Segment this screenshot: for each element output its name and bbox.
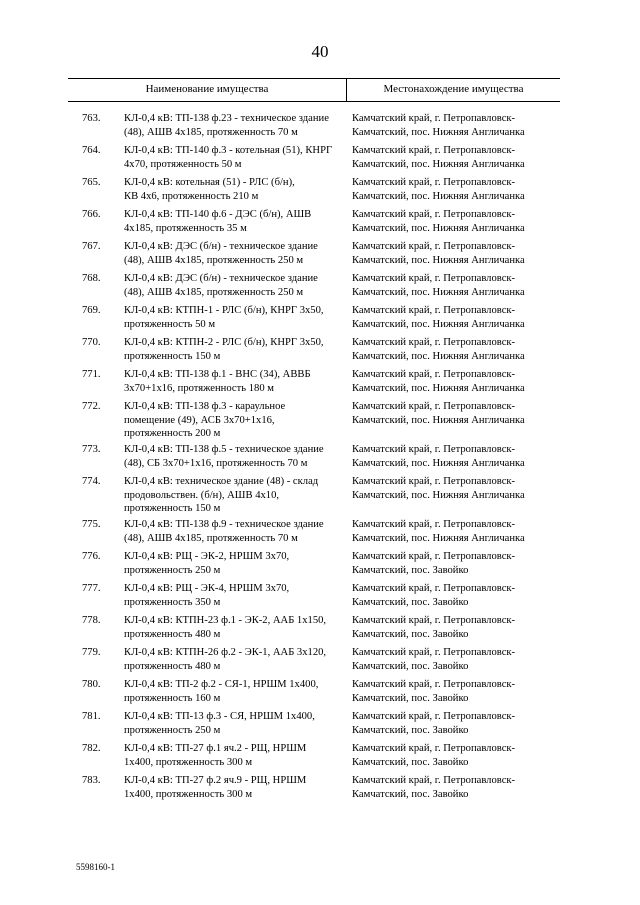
property-location-line: Камчатский край, г. Петропавловск- [352, 775, 516, 786]
property-name [124, 304, 344, 331]
property-location-line: Камчатский, пос. Завойко [352, 788, 469, 800]
property-name [124, 678, 344, 705]
property-location-line: Камчатский, пос. Завойко [352, 596, 469, 608]
property-name-line: протяженность 150 м [124, 503, 221, 514]
table-row [0, 144, 640, 176]
property-name [124, 443, 344, 470]
property-location-line: Камчатский край, г. Петропавловск- [352, 519, 516, 530]
row-number: 778. [82, 615, 101, 626]
property-location-line: Камчатский, пос. Завойко [352, 628, 469, 640]
property-name-line: протяженность 160 м [124, 692, 221, 704]
property-name-line: КЛ-0,4 кВ: ТП-140 ф.3 - котельная (51), КНРГ [124, 145, 333, 156]
row-number: 774. [82, 476, 101, 487]
property-location-line: Камчатский край, г. Петропавловск- [352, 177, 516, 188]
property-location-line: Камчатский край, г. Петропавловск- [352, 743, 516, 754]
table-row [0, 774, 640, 806]
row-number: 766. [82, 209, 101, 220]
property-name-line: КЛ-0,4 кВ: ТП-13 ф.3 - СЯ, НРШМ 1x400, [124, 711, 315, 722]
table-row [0, 678, 640, 710]
property-name-line: (48), АШВ 4x185, протяженность 250 м [124, 286, 304, 298]
property-name [124, 742, 344, 769]
header-location: Местонахождение имущества [383, 83, 524, 95]
property-name-line: КЛ-0,4 кВ: КТПН-23 ф.1 - ЭК-2, ААБ 1x150, [124, 615, 327, 626]
property-name-line: КЛ-0,4 кВ: ДЭС (б/н) - техническое здание [124, 241, 318, 252]
property-location-line: Камчатский, пос. Нижняя Англичанка [352, 414, 525, 426]
row-number: 768. [82, 273, 101, 284]
table-row [0, 614, 640, 646]
table-row [0, 475, 640, 518]
property-location [352, 742, 562, 769]
property-name [124, 646, 344, 673]
property-location-line: Камчатский, пос. Нижняя Англичанка [352, 489, 525, 501]
row-number: 764. [82, 145, 101, 156]
property-name [124, 582, 344, 609]
property-location [352, 678, 562, 705]
property-name-line: 1x400, протяженность 300 м [124, 788, 253, 800]
property-name-line: КЛ-0,4 кВ: ТП-138 ф.1 - ВНС (34), АВВБ [124, 369, 311, 380]
property-location-line: Камчатский край, г. Петропавловск- [352, 615, 516, 626]
table-row [0, 112, 640, 144]
row-number: 767. [82, 241, 101, 252]
property-name [124, 240, 344, 267]
property-name-line: 4x70, протяженность 50 м [124, 158, 242, 170]
property-location-line: Камчатский край, г. Петропавловск- [352, 305, 516, 316]
table-row [0, 400, 640, 443]
table-row [0, 304, 640, 336]
property-location [352, 582, 562, 609]
property-location-line: Камчатский, пос. Нижняя Англичанка [352, 126, 525, 138]
table-row [0, 518, 640, 550]
property-location-line: Камчатский, пос. Завойко [352, 564, 469, 576]
property-location-line: Камчатский край, г. Петропавловск- [352, 583, 516, 594]
property-name [124, 208, 344, 235]
property-location-line: Камчатский край, г. Петропавловск- [352, 337, 516, 348]
property-name [124, 272, 344, 299]
property-location [352, 368, 562, 395]
property-name [124, 400, 344, 441]
property-name-line: КЛ-0,4 кВ: ТП-140 ф.6 - ДЭС (б/н), АШВ [124, 209, 312, 220]
property-name [124, 112, 344, 139]
property-location-line: Камчатский край, г. Петропавловск- [352, 444, 516, 455]
property-location-line: Камчатский, пос. Нижняя Англичанка [352, 318, 525, 330]
table-row [0, 176, 640, 208]
property-location-line: Камчатский, пос. Нижняя Англичанка [352, 350, 525, 362]
table-row [0, 710, 640, 742]
property-location [352, 304, 562, 331]
table-header [68, 78, 560, 102]
property-name-line: КЛ-0,4 кВ: ТП-138 ф.23 - техническое здание [124, 113, 329, 124]
property-name [124, 176, 344, 203]
property-location-line: Камчатский край, г. Петропавловск- [352, 369, 516, 380]
table-body [0, 112, 640, 806]
property-location-line: Камчатский, пос. Нижняя Англичанка [352, 158, 525, 170]
property-location-line: Камчатский, пос. Нижняя Англичанка [352, 532, 525, 544]
property-location [352, 400, 562, 427]
property-location [352, 272, 562, 299]
table-row [0, 240, 640, 272]
property-location [352, 475, 562, 502]
property-location [352, 710, 562, 737]
property-location-line: Камчатский край, г. Петропавловск- [352, 273, 516, 284]
property-name-line: протяженность 200 м [124, 428, 221, 439]
property-location-line: Камчатский, пос. Завойко [352, 660, 469, 672]
property-name [124, 550, 344, 577]
property-name-line: протяженность 50 м [124, 318, 216, 330]
property-location-line: Камчатский край, г. Петропавловск- [352, 113, 516, 124]
property-name-line: КЛ-0,4 кВ: техническое здание (48) - склад [124, 476, 319, 487]
row-number: 765. [82, 177, 101, 188]
property-location-line: Камчатский край, г. Петропавловск- [352, 476, 516, 487]
page-number: 40 [311, 42, 329, 61]
property-name-line: протяженность 150 м [124, 350, 221, 362]
row-number: 780. [82, 679, 101, 690]
table-row [0, 336, 640, 368]
property-name-line: КЛ-0,4 кВ: ТП-138 ф.9 - техническое здание [124, 519, 324, 530]
property-name [124, 336, 344, 363]
document-code: 5598160-1 [76, 862, 115, 872]
property-location-line: Камчатский, пос. Завойко [352, 692, 469, 704]
property-location-line: Камчатский край, г. Петропавловск- [352, 711, 516, 722]
row-number: 769. [82, 305, 101, 316]
property-location [352, 550, 562, 577]
table-row [0, 208, 640, 240]
property-location-line: Камчатский край, г. Петропавловск- [352, 241, 516, 252]
property-name-line: 4x185, протяженность 35 м [124, 222, 247, 234]
row-number: 771. [82, 369, 101, 380]
property-name-line: КЛ-0,4 кВ: ТП-138 ф.5 - техническое здание [124, 444, 324, 455]
table-row [0, 368, 640, 400]
property-name-line: протяженность 480 м [124, 660, 221, 672]
property-location [352, 112, 562, 139]
property-name-line: КЛ-0,4 кВ: котельная (51) - РЛС (б/н), [124, 177, 295, 188]
property-location [352, 144, 562, 171]
property-name-line: КЛ-0,4 кВ: ТП-138 ф.3 - караульное [124, 401, 286, 412]
property-name-line: КЛ-0,4 кВ: КТПН-2 - РЛС (б/н), КНРГ 3x50, [124, 337, 324, 348]
header-name: Наименование имущества [145, 83, 269, 95]
property-location-line: Камчатский край, г. Петропавловск- [352, 401, 516, 412]
property-name-line: протяженность 250 м [124, 724, 221, 736]
property-location-line: Камчатский край, г. Петропавловск- [352, 551, 516, 562]
property-name-line: 1x400, протяженность 300 м [124, 756, 253, 768]
property-name [124, 614, 344, 641]
property-name [124, 144, 344, 171]
property-name [124, 368, 344, 395]
property-name-line: КЛ-0,4 кВ: ТП-2 ф.2 - СЯ-1, НРШМ 1x400, [124, 679, 319, 690]
property-name-line: КЛ-0,4 кВ: КТПН-26 ф.2 - ЭК-1, ААБ 3x120, [124, 647, 327, 658]
property-name-line: (48), АШВ 4x185, протяженность 70 м [124, 126, 298, 138]
property-name-line: КЛ-0,4 кВ: РЩ - ЭК-2, НРШМ 3x70, [124, 551, 290, 562]
table-row [0, 646, 640, 678]
property-name [124, 774, 344, 801]
property-name-line: КЛ-0,4 кВ: ТП-27 ф.2 яч.9 - РЩ, НРШМ [124, 775, 307, 786]
row-number: 777. [82, 583, 101, 594]
property-location-line: Камчатский, пос. Нижняя Англичанка [352, 190, 525, 202]
property-name [124, 475, 344, 516]
row-number: 773. [82, 444, 101, 455]
property-name-line: 3x70+1x16, протяженность 180 м [124, 382, 274, 394]
row-number: 779. [82, 647, 101, 658]
property-location [352, 443, 562, 470]
property-location [352, 518, 562, 545]
property-location-line: Камчатский, пос. Нижняя Англичанка [352, 457, 525, 469]
property-location-line: Камчатский край, г. Петропавловск- [352, 679, 516, 690]
property-name-line: (48), АШВ 4x185, протяженность 70 м [124, 532, 298, 544]
property-location-line: Камчатский, пос. Нижняя Англичанка [352, 254, 525, 266]
property-name-line: протяженность 480 м [124, 628, 221, 640]
property-name-line: (48), СБ 3x70+1x16, протяженность 70 м [124, 457, 308, 469]
property-name-line: помещение (49), АСБ 3x70+1x16, [124, 414, 275, 426]
table-row [0, 272, 640, 304]
property-name-line: (48), АШВ 4x185, протяженность 250 м [124, 254, 304, 266]
property-location [352, 208, 562, 235]
table-row [0, 550, 640, 582]
property-name-line: КЛ-0,4 кВ: РЩ - ЭК-4, НРШМ 3x70, [124, 583, 290, 594]
property-location-line: Камчатский, пос. Нижняя Англичанка [352, 286, 525, 298]
row-number: 776. [82, 551, 101, 562]
property-location [352, 646, 562, 673]
property-location-line: Камчатский, пос. Завойко [352, 724, 469, 736]
property-location-line: Камчатский, пос. Завойко [352, 756, 469, 768]
property-name-line: протяженность 250 м [124, 564, 221, 576]
property-name-line: КЛ-0,4 кВ: ТП-27 ф.1 яч.2 - РЩ, НРШМ [124, 743, 307, 754]
table-row [0, 742, 640, 774]
property-location [352, 240, 562, 267]
row-number: 782. [82, 743, 101, 754]
property-location-line: Камчатский, пос. Нижняя Англичанка [352, 222, 525, 234]
property-location [352, 774, 562, 801]
property-name [124, 518, 344, 545]
table-row [0, 443, 640, 475]
property-location [352, 614, 562, 641]
row-number: 770. [82, 337, 101, 348]
property-location [352, 336, 562, 363]
property-name-line: КВ 4x6, протяженность 210 м [124, 190, 259, 202]
property-name [124, 710, 344, 737]
row-number: 772. [82, 401, 101, 412]
property-location-line: Камчатский край, г. Петропавловск- [352, 209, 516, 220]
row-number: 783. [82, 775, 101, 786]
property-name-line: протяженность 350 м [124, 596, 221, 608]
property-name-line: КЛ-0,4 кВ: КТПН-1 - РЛС (б/н), КНРГ 3x50, [124, 305, 324, 316]
property-name-line: КЛ-0,4 кВ: ДЭС (б/н) - техническое здание [124, 273, 318, 284]
property-location-line: Камчатский край, г. Петропавловск- [352, 145, 516, 156]
row-number: 775. [82, 519, 101, 530]
row-number: 763. [82, 113, 101, 124]
property-location [352, 176, 562, 203]
table-row [0, 582, 640, 614]
row-number: 781. [82, 711, 101, 722]
property-location-line: Камчатский, пос. Нижняя Англичанка [352, 382, 525, 394]
property-name-line: продовольствен. (б/н), АШВ 4x10, [124, 489, 280, 501]
property-location-line: Камчатский край, г. Петропавловск- [352, 647, 516, 658]
